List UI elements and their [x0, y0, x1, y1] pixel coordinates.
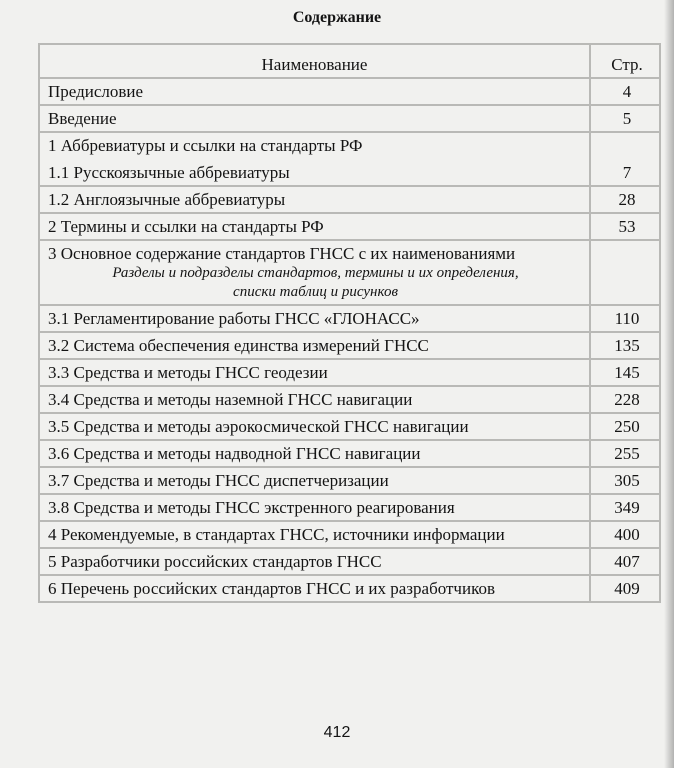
- toc-entry-name: 3.7 Средства и методы ГНСС диспетчеризации: [39, 467, 590, 494]
- toc-row-section-1: [39, 132, 660, 159]
- toc-entry-name-with-note: [39, 240, 590, 305]
- toc-entry-name: 4 Рекомендуемые, в стандартах ГНСС, источники информации: [39, 521, 590, 548]
- toc-entry-name: 3.2 Система обеспечения единства измерений ГНСС: [39, 332, 590, 359]
- page-edge-shadow: [664, 0, 674, 768]
- toc-row-section-3-5: [39, 413, 660, 440]
- toc-entry-page: [590, 132, 660, 159]
- toc-entry-page: 349: [590, 494, 660, 521]
- toc-header-row: [39, 44, 660, 78]
- toc-row-section-4: [39, 521, 660, 548]
- toc-row-section-3-8: [39, 494, 660, 521]
- toc-entry-name: 3.4 Средства и методы наземной ГНСС навигации: [39, 386, 590, 413]
- toc-entry-name: Введение: [39, 105, 590, 132]
- section-3-note-line-1: Разделы и подразделы стандартов, термины и их определения,: [112, 265, 519, 281]
- toc-entry-page: 145: [590, 359, 660, 386]
- toc-entry-name: 3.6 Средства и методы надводной ГНСС навигации: [39, 440, 590, 467]
- toc-row-section-3-4: [39, 386, 660, 413]
- toc-entry-page: 135: [590, 332, 660, 359]
- toc-entry-page: [590, 240, 660, 305]
- toc-entry-name: 3.1 Регламентирование работы ГНСС «ГЛОНАСС»: [39, 305, 590, 332]
- toc-entry-page: 400: [590, 521, 660, 548]
- page-title: Содержание: [292, 9, 382, 26]
- toc-row-preface: [39, 78, 660, 105]
- toc-entry-page: 53: [590, 213, 660, 240]
- toc-entry-name: 6 Перечень российских стандартов ГНСС и их разработчиков: [39, 575, 590, 602]
- toc-row-section-3-3: [39, 359, 660, 386]
- toc-entry-page: 28: [590, 186, 660, 213]
- toc-entry-page: 4: [590, 78, 660, 105]
- toc-row-section-3-7: [39, 467, 660, 494]
- toc-entry-name: 1.2 Англоязычные аббревиатуры: [39, 186, 590, 213]
- toc-entry-page: 409: [590, 575, 660, 602]
- section-3-note-line-2: списки таблиц и рисунков: [233, 284, 398, 300]
- column-header-name: Наименование: [39, 44, 590, 78]
- toc-entry-page: 5: [590, 105, 660, 132]
- toc-entry-name: 3.8 Средства и методы ГНСС экстренного реагирования: [39, 494, 590, 521]
- page-number: 412: [323, 724, 351, 741]
- toc-row-section-3-6: [39, 440, 660, 467]
- toc-row-section-5: [39, 548, 660, 575]
- toc-entry-page: 228: [590, 386, 660, 413]
- toc-row-section-1-2: [39, 186, 660, 213]
- toc-entry-page: 110: [590, 305, 660, 332]
- toc-entry-name: 5 Разработчики российских стандартов ГНСС: [39, 548, 590, 575]
- toc-entry-name: 1.1 Русскоязычные аббревиатуры: [39, 159, 590, 186]
- toc-row-section-3: [39, 240, 660, 305]
- toc-row-section-3-1: [39, 305, 660, 332]
- toc-row-introduction: [39, 105, 660, 132]
- toc-entry-name: 2 Термины и ссылки на стандарты РФ: [39, 213, 590, 240]
- toc-entry-name: 3.3 Средства и методы ГНСС геодезии: [39, 359, 590, 386]
- toc-entry-page: 255: [590, 440, 660, 467]
- toc-entry-page: 407: [590, 548, 660, 575]
- toc-entry-page: 250: [590, 413, 660, 440]
- column-header-page: Стр.: [590, 44, 660, 78]
- toc-entry-page: 305: [590, 467, 660, 494]
- toc-row-section-1-1: [39, 159, 660, 186]
- toc-entry-name: Предисловие: [39, 78, 590, 105]
- toc-entry-name: 3 Основное содержание стандартов ГНСС с их наименованиями: [48, 244, 516, 263]
- toc-row-section-2: [39, 213, 660, 240]
- toc-entry-name: 1 Аббревиатуры и ссылки на стандарты РФ: [39, 132, 590, 159]
- toc-entry-page: 7: [590, 159, 660, 186]
- toc-table: [38, 43, 661, 603]
- toc-entry-name: 3.5 Средства и методы аэрокосмической ГНСС навигации: [39, 413, 590, 440]
- toc-row-section-6: [39, 575, 660, 602]
- toc-row-section-3-2: [39, 332, 660, 359]
